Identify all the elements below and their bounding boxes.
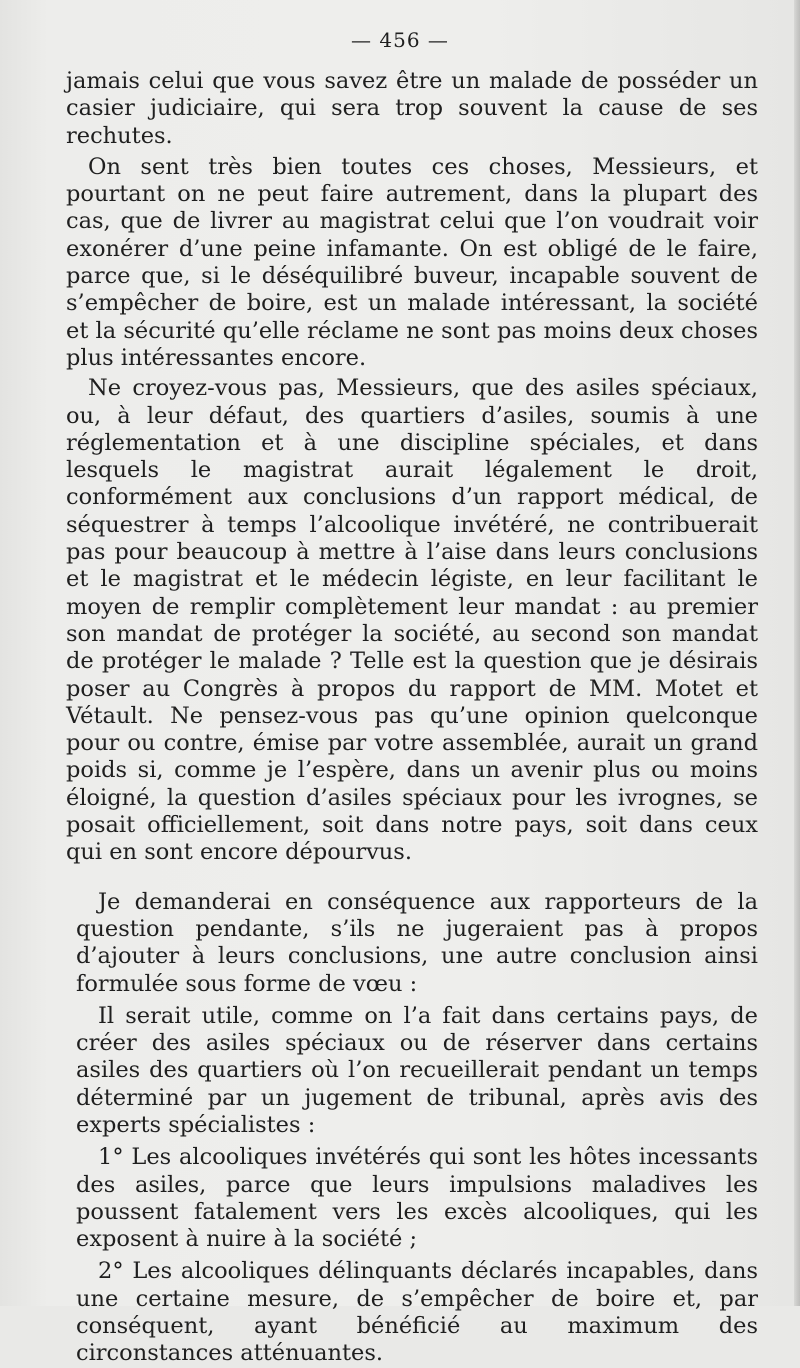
page-edge [794,0,800,1306]
paragraph-7: 2° Les alcooliques délinquants déclarés incapables, dans une certaine mesure, de s’empêcher de boire et, par conséquent, ayant bénéficié au maximum des circonstances atténuantes. [76,1258,758,1367]
paragraph-4: Je demanderai en conséquence aux rapporteurs de la question pendante, s’ils ne jugeraient pas à propos d’ajouter à leurs conclusions, une autre conclusion ainsi formulée sous forme de vœu : [76,888,758,997]
page-number: — 456 — [351,28,449,52]
paragraph-5: Il serait utile, comme on l’a fait dans certains pays, de créer des asiles spéciaux ou de réserver dans certains asiles des quartiers où l’on recueillerait pendant un temps déterminé par un jugement de tribunal, après avis des experts spécialistes : [76,1002,758,1138]
paragraph-6: 1° Les alcooliques invétérés qui sont les hôtes incessants des asiles, parce que leurs impulsions maladives les poussent fatalement vers les excès alcooliques, qui les exposent à nuire à la société ; [76,1144,758,1253]
body-text [66,68,758,1368]
paragraph-1: jamais celui que vous savez être un malade de posséder un casier judiciaire, qui sera trop souvent la cause de ses rechutes. [66,68,758,149]
section-gap [66,867,758,889]
paragraph-2: On sent très bien toutes ces choses, Messieurs, et pourtant on ne peut faire autrement, dans la plupart des cas, que de livrer au magistrat celui que l’on voudrait voir exonérer d’une peine infamante. On est obligé de le faire, parce que, si le déséquilibré buveur, incapable souvent de s’empêcher de boire, est un malade intéressant, la société et la sécurité qu’elle réclame ne sont pas moins deux choses plus intéressantes encore. [66,153,758,371]
paragraph-3: Ne croyez-vous pas, Messieurs, que des asiles spéciaux, ou, à leur défaut, des quartiers d’asiles, soumis à une réglementation et à une discipline spéciales, et dans lesquels le magistrat aurait légalement le droit, conformément aux conclusions d’un rapport médical, de séquestrer à temps l’alcoolique invétéré, ne contribuerait pas pour beaucoup à mettre à l’aise dans leurs conclusions et le magistrat et le médecin légiste, en leur facilitant le moyen de remplir complètement leur mandat : au premier son mandat de protéger la société, au second son mandat de protéger le malade ? Telle est la question que je désirais poser au Congrès à propos du rapport de MM. Motet et Vétault. Ne pensez-vous pas qu’une opinion quelconque pour ou contre, émise par votre assemblée, aurait un grand poids si, comme je l’espère, dans un avenir plus ou moins éloigné, la question d’asiles spéciaux pour les ivrognes, se posait officiellement, soit dans notre pays, soit dans ceux qui en sont encore dépourvus. [66,375,758,866]
lower-block [76,889,758,1368]
